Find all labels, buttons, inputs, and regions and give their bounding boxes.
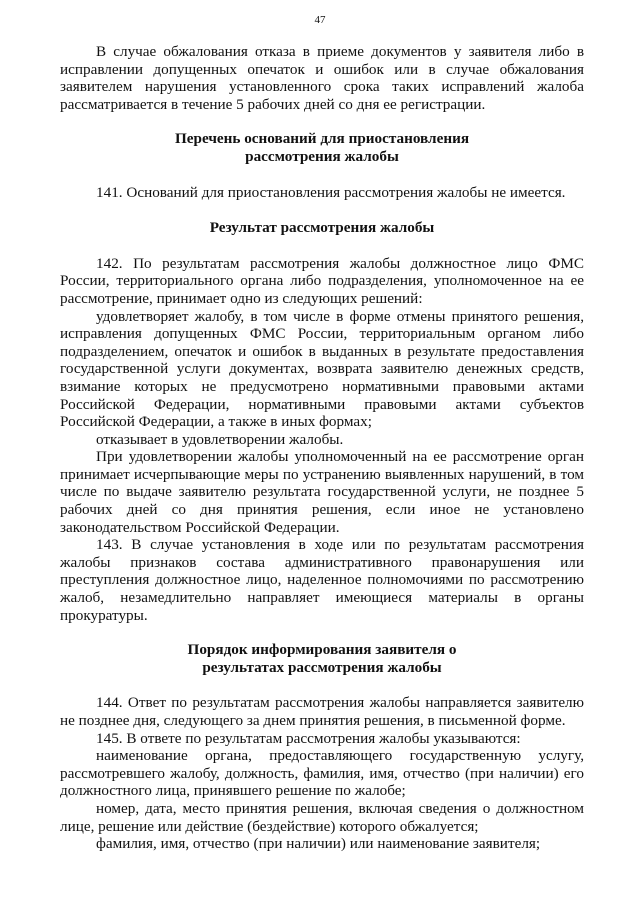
paragraph-145-organ: наименование органа, предоставляющего государственную услугу, рассмотревшего жалобу, должность, фамилия, имя, отчество (при наличии) его должностного лица, принявшего решение по жалобе;	[60, 747, 584, 800]
paragraph-142: 142. По результатам рассмотрения жалобы должностное лицо ФМС России, территориального органа либо подразделения, уполномоченное на ее рассмотрение, принимает одно из следующих решений:	[60, 254, 584, 307]
paragraph-intro: В случае обжалования отказа в приеме документов у заявителя либо в исправлении допущенных опечаток и ошибок или в случае обжалования заявителем нарушения установленного срока таких исправлений жалоба рассматривается в течение 5 рабочих дней со дня ее регистрации.	[60, 43, 584, 113]
paragraph-142-measures: При удовлетворении жалобы уполномоченный на ее рассмотрение орган принимает исчерпывающие меры по устранению выявленных нарушений, в том числе по выдаче заявителю результата государственной услуги, не позднее 5 рабочих дней со дня принятия решения, если иное не установлено законодательством Российской Федерации.	[60, 448, 584, 536]
page-number: 47	[314, 14, 326, 26]
heading-suspension-line-1: Перечень оснований для приостановления	[174, 130, 470, 148]
paragraph-145-decision: номер, дата, место принятия решения, включая сведения о должностном лице, решение или действие (бездействие) которого обжалуется;	[60, 799, 584, 835]
paragraph-145-applicant: фамилия, имя, отчество (при наличии) или наименование заявителя;	[96, 835, 541, 853]
paragraph-142-satisfy: удовлетворяет жалобу, в том числе в форме отмены принятого решения, исправления допущенных ФМС России, территориальным органом либо подразделением, опечаток и ошибок в выданных в результате предоставления государственной услуги документах, возврата заявителю денежных средств, взимание которых не предусмотрено нормативными правовыми актами Российской Федерации, нормативными правовыми актами субъектов Российской Федерации, а также в иных формах;	[60, 307, 584, 431]
heading-inform-line-2: результатах рассмотрения жалобы	[202, 658, 442, 676]
heading-result: Результат рассмотрения жалобы	[209, 219, 435, 237]
heading-inform-line-1: Порядок информирования заявителя о	[187, 641, 457, 659]
paragraph-144: 144. Ответ по результатам рассмотрения жалобы направляется заявителю не позднее дня, следующего за днем принятия решения, в письменной форме.	[60, 694, 584, 729]
paragraph-142-refuse: отказывает в удовлетворении жалобы.	[96, 430, 344, 448]
paragraph-145: 145. В ответе по результатам рассмотрения жалобы указываются:	[96, 729, 521, 747]
paragraph-143: 143. В случае установления в ходе или по результатам рассмотрения жалобы признаков состава административного правонарушения или преступления должностное лицо, наделенное полномочиями по рассмотрению жалоб, незамедлительно направляет имеющиеся материалы в органы прокуратуры.	[60, 536, 584, 624]
document-body	[60, 43, 584, 853]
paragraph-141: 141. Оснований для приостановления рассмотрения жалобы не имеется.	[96, 183, 566, 201]
heading-suspension-line-2: рассмотрения жалобы	[245, 147, 399, 165]
